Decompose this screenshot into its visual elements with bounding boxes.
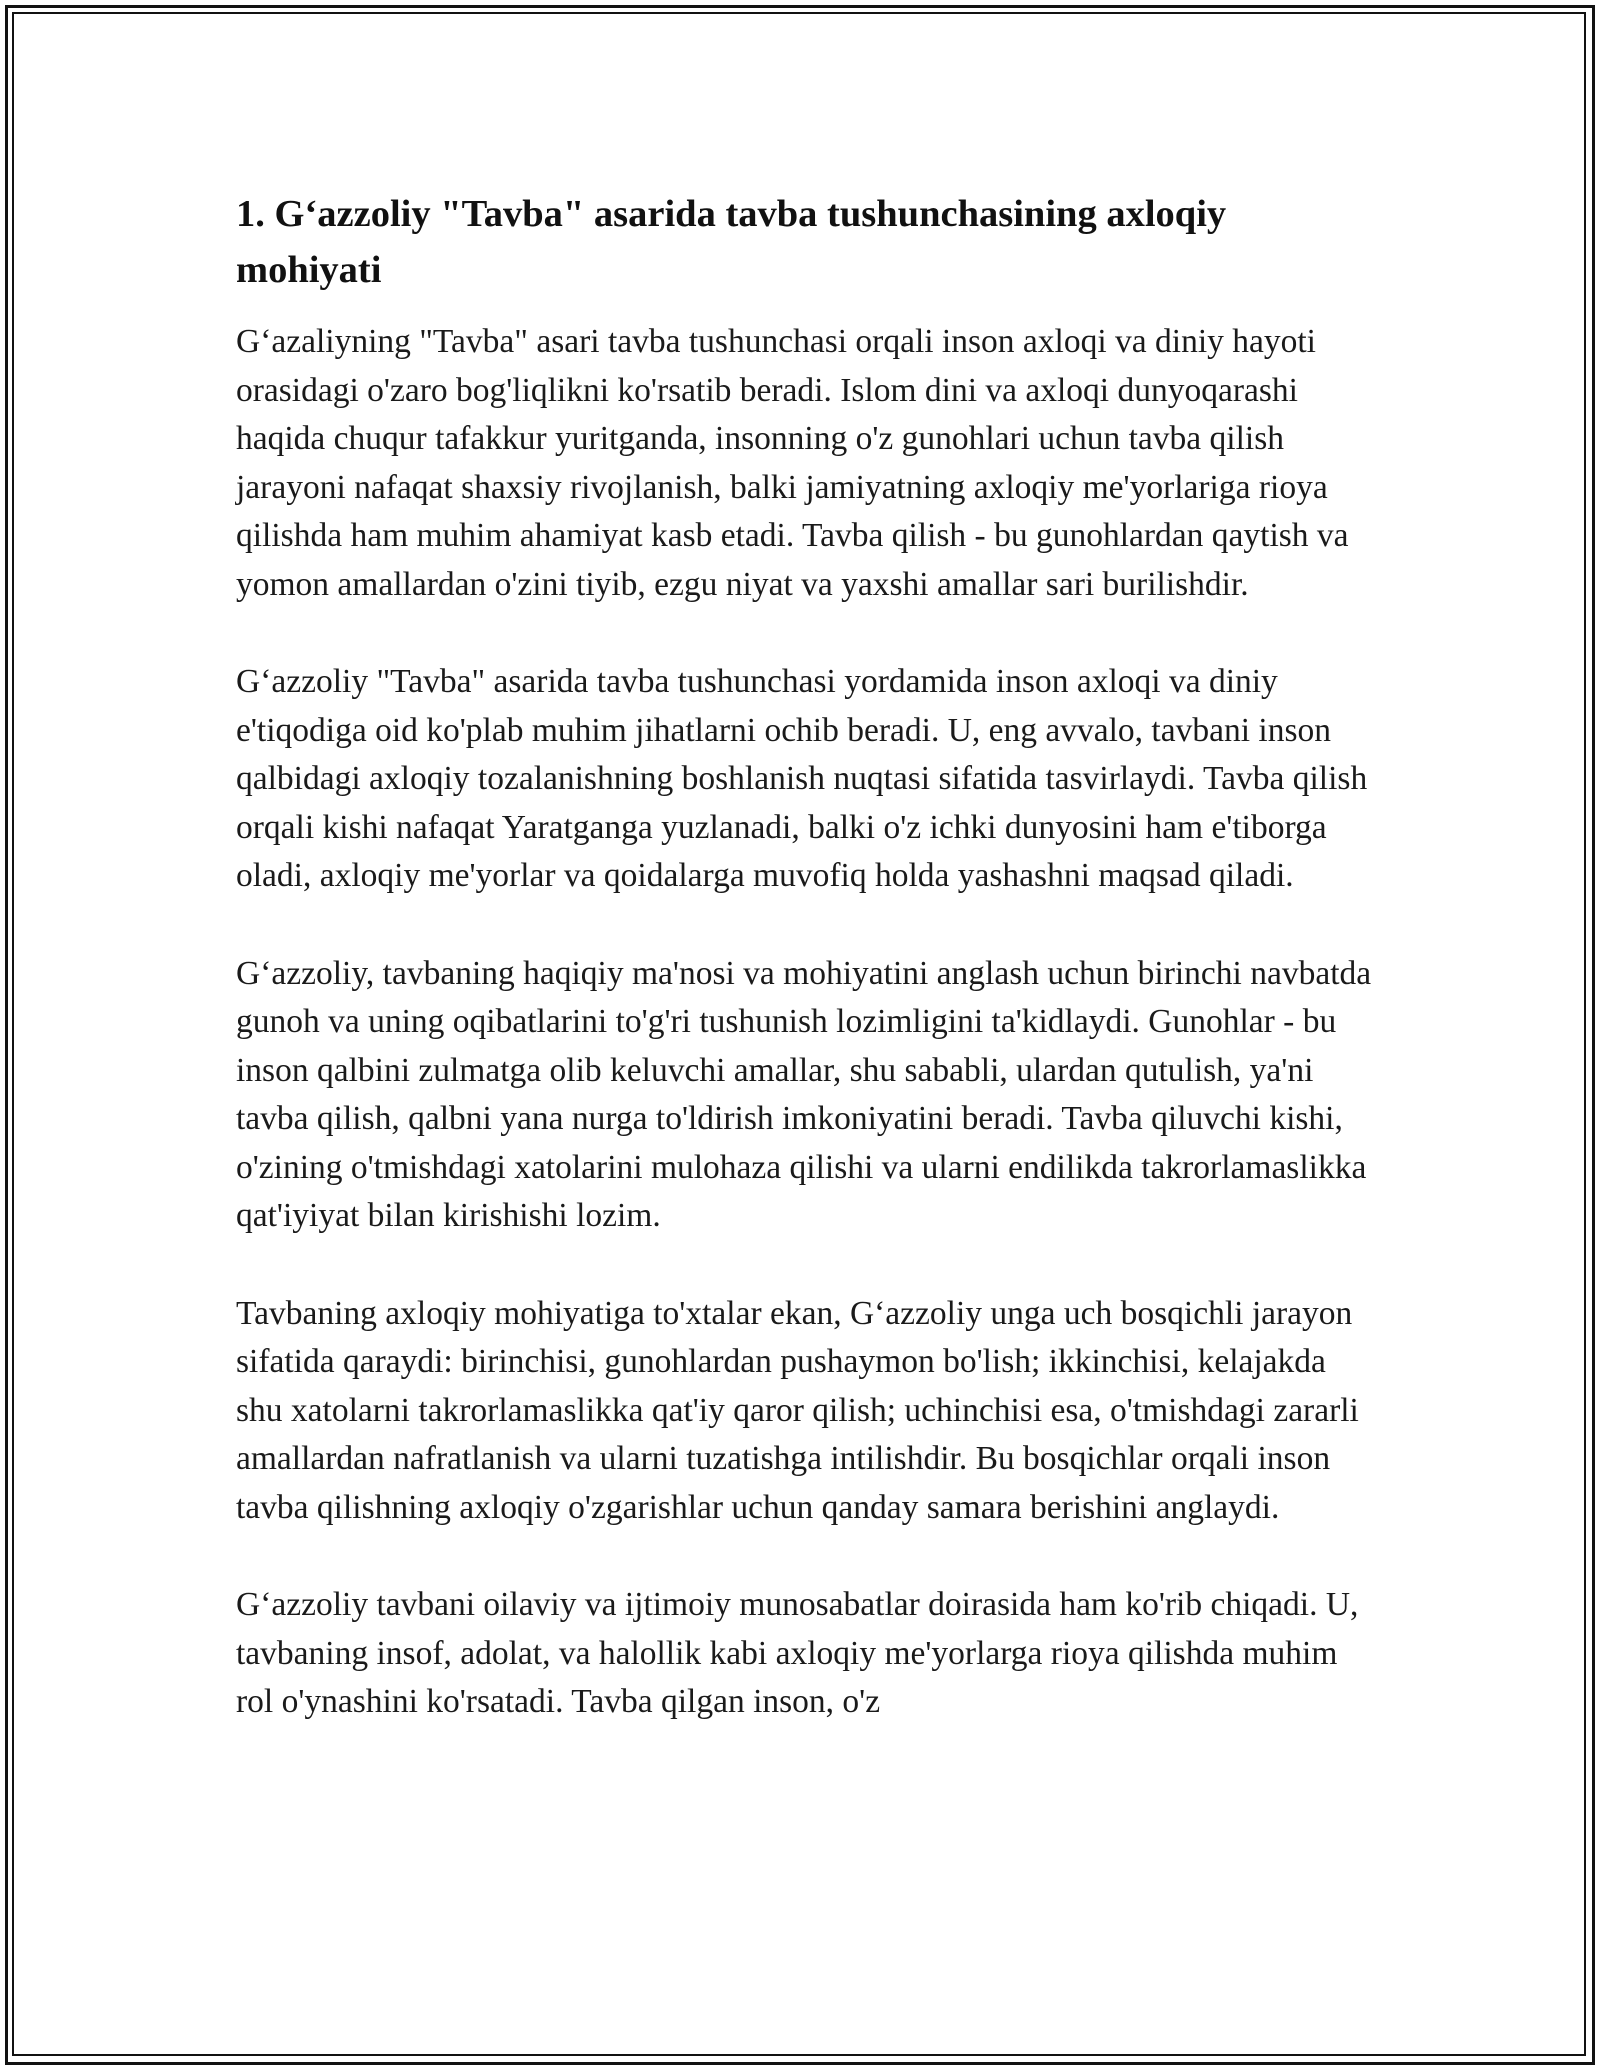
document-body — [236, 186, 1376, 1776]
paragraph-4: Tavbaning axloqiy mohiyatiga to'xtalar ekan, G‘azzoliy unga uch bosqichli jarayon sifatida qaraydi: birinchisi, gunohlardan pushaymon bo'lish; ikkinchisi, kelajakda shu xatolarni takrorlamaslikka qat'iy qaror qilish; uchinchisi esa, o'tmishdagi zararli amallardan nafratlanish va ularni tuzatishga intilishdir. Bu bosqichlar orqali inson tavba qilishning axloqiy o'zgarishlar uchun qanday samara berishini anglaydi. — [236, 1294, 1359, 1526]
paragraph-1: G‘azaliyning "Tavba" asari tavba tushunchasi orqali inson axloqi va diniy hayoti orasidagi o'zaro bog'liqlikni ko'rsatib beradi. Islom dini va axloqi dunyoqarashi haqida chuqur tafakkur yuritganda, insonning o'z gunohlari uchun tavba qilish jarayoni nafaqat shaxsiy rivojlanish, balki jamiyatning axloqiy me'yorlariga rioya qilishda ham muhim ahamiyat kasb etadi. Tavba qilish - bu gunohlardan qaytish va yomon amallardan o'zini tiyib, ezgu niyat va yaxshi amallar sari burilishdir. — [236, 323, 1349, 603]
section-title: 1. G‘azzoliy "Tavba" asarida tavba tushunchasining axloqiy mohiyati — [236, 193, 1227, 291]
paragraph-3: G‘azzoliy, tavbaning haqiqiy ma'nosi va mohiyatini anglash uchun birinchi navbatda gunoh va uning oqibatlarini to'g'ri tushunish lozimligini ta'kidlaydi. Gunohlar - bu inson qalbini zulmatga olib keluvchi amallar, shu sababli, ulardan qutulish, ya'ni tavba qilish, qalbni yana nurga to'ldirish imkoniyatini beradi. Tavba qiluvchi kishi, o'zining o'tmishdagi xatolarini mulohaza qilishi va ularni endilikda takrorlamaslikka qat'iyiyat bilan kirishishi lozim. — [236, 954, 1372, 1234]
paragraph-2: G‘azzoliy "Tavba" asarida tavba tushunchasi yordamida inson axloqi va diniy e'tiqodiga oid ko'plab muhim jihatlarni ochib beradi. U, eng avvalo, tavbani inson qalbidagi axloqiy tozalanishning boshlanish nuqtasi sifatida tasvirlaydi. Tavba qilish orqali kishi nafaqat Yaratganga yuzlanadi, balki o'z ichki dunyosini ham e'tiborga oladi, axloqiy me'yorlar va qoidalarga muvofiq holda yashashni maqsad qiladi. — [236, 663, 1368, 894]
paragraph-5: G‘azzoliy tavbani oilaviy va ijtimoiy munosabatlar doirasida ham ko'rib chiqadi. U, tavbaning insof, adolat, va halollik kabi axloqiy me'yorlarga rioya qilishda muhim rol o'ynashini ko'rsatadi. Tavba qilgan inson, o'z — [236, 1586, 1359, 1720]
